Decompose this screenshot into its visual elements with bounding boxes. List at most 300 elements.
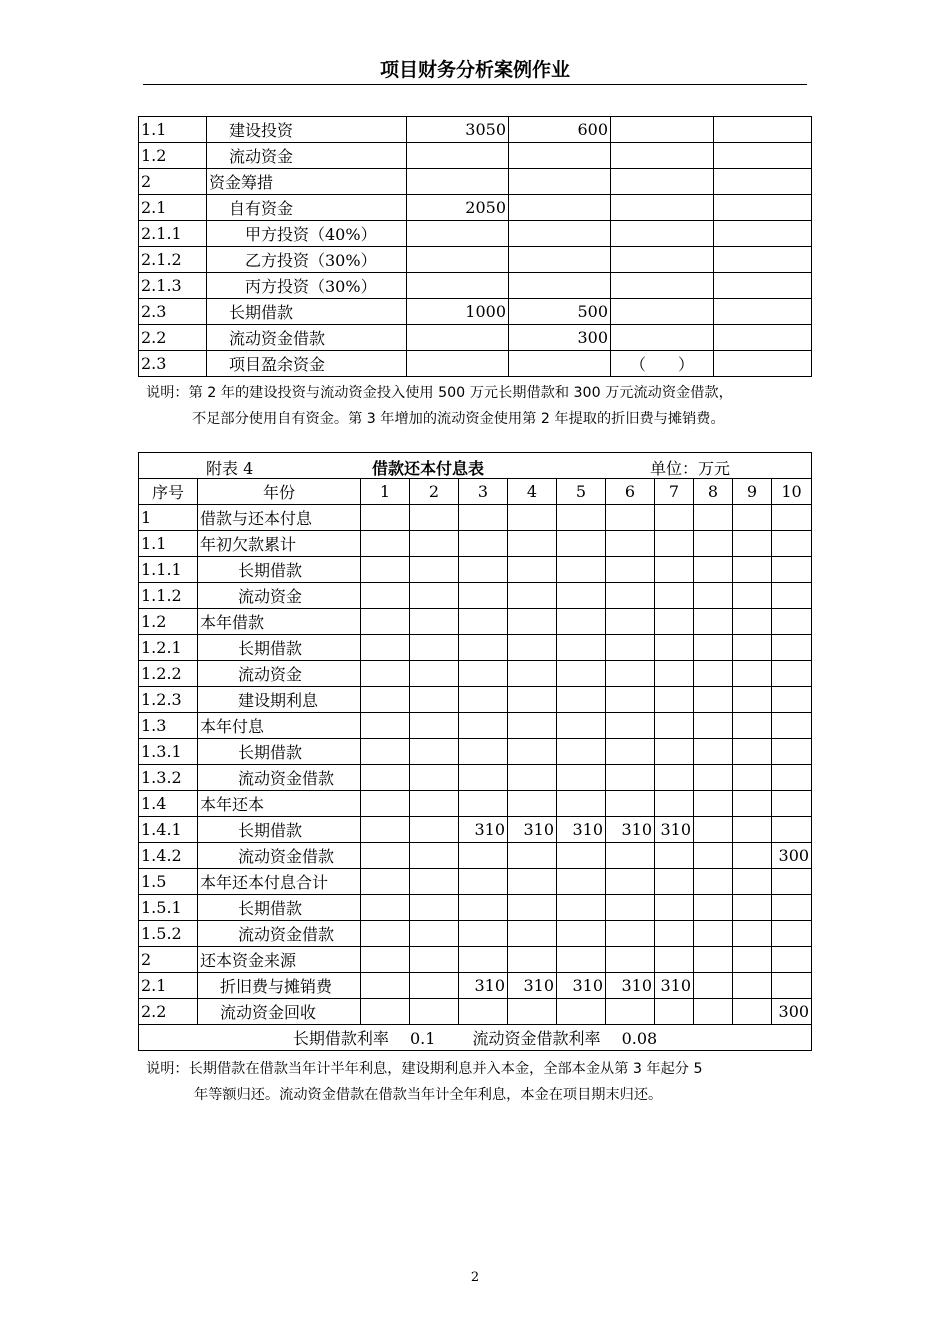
note-1-line-2: 不足部分使用自有资金。第 3 年增加的流动资金使用第 2 年提取的折旧费与摊销费。 <box>192 411 725 427</box>
cell-value <box>508 947 557 973</box>
cell-value <box>694 583 733 609</box>
cell-value <box>459 843 508 869</box>
cell-value <box>557 661 606 687</box>
cell-value <box>611 143 714 169</box>
cell-value <box>772 557 812 583</box>
row-code: 2.2 <box>139 999 198 1025</box>
cell-value <box>733 999 772 1025</box>
cell-value <box>606 791 655 817</box>
table-row <box>139 247 812 273</box>
cell-value <box>733 921 772 947</box>
row-name: 流动资金借款 <box>198 765 361 791</box>
cell-value <box>606 843 655 869</box>
cell-value <box>410 843 459 869</box>
cell-value <box>606 739 655 765</box>
cell-value <box>733 947 772 973</box>
cell-value <box>361 973 410 999</box>
cell-value <box>694 687 733 713</box>
cell-value <box>655 739 694 765</box>
cell-value <box>733 687 772 713</box>
cell-value <box>772 635 812 661</box>
cell-value <box>733 843 772 869</box>
row-code: 2.2 <box>139 325 207 351</box>
cell-value <box>606 531 655 557</box>
row-code: 1.1.2 <box>139 583 198 609</box>
cell-value <box>361 765 410 791</box>
row-code: 2.1 <box>139 973 198 999</box>
cell-value <box>459 765 508 791</box>
cell-value <box>606 505 655 531</box>
cell-value <box>694 843 733 869</box>
cell-value <box>459 635 508 661</box>
cell-value <box>733 791 772 817</box>
cell-value <box>557 791 606 817</box>
header-year: 3 <box>459 479 508 505</box>
page-number: 2 <box>470 1270 480 1285</box>
cell-value: 500 <box>509 299 611 325</box>
cell-value: 310 <box>508 973 557 999</box>
cell-value <box>733 557 772 583</box>
cell-value <box>508 661 557 687</box>
cell-value <box>410 895 459 921</box>
table-row <box>139 583 812 609</box>
cell-value <box>655 713 694 739</box>
row-code: 1.5.1 <box>139 895 198 921</box>
row-name: 长期借款 <box>207 299 407 325</box>
table-caption-unit: 单位：万元 <box>650 459 731 478</box>
cell-value <box>606 635 655 661</box>
row-code: 1.3 <box>139 713 198 739</box>
cell-value <box>508 635 557 661</box>
table-row <box>139 299 812 325</box>
cell-value <box>459 609 508 635</box>
table-row <box>139 921 812 947</box>
cell-value <box>611 169 714 195</box>
cell-value <box>772 609 812 635</box>
row-code: 1.5 <box>139 869 198 895</box>
cell-value <box>733 583 772 609</box>
cell-value <box>410 713 459 739</box>
cell-value <box>459 531 508 557</box>
row-name: 折旧费与摊销费 <box>198 973 361 999</box>
cell-value <box>655 921 694 947</box>
row-code: 1.5.2 <box>139 921 198 947</box>
cell-value <box>694 609 733 635</box>
table-row <box>139 869 812 895</box>
row-name: 乙方投资（30%） <box>207 247 407 273</box>
cell-value <box>459 999 508 1025</box>
header-code: 序号 <box>139 479 198 505</box>
cell-value <box>714 299 812 325</box>
cell-value <box>606 713 655 739</box>
cell-value <box>606 999 655 1025</box>
cell-value: （ ） <box>611 351 714 377</box>
cell-value <box>410 817 459 843</box>
cell-value: 310 <box>508 817 557 843</box>
row-name: 流动资金 <box>207 143 407 169</box>
cell-value <box>361 505 410 531</box>
row-name: 自有资金 <box>207 195 407 221</box>
table-row <box>139 635 812 661</box>
cell-value <box>508 843 557 869</box>
cell-value: 310 <box>655 973 694 999</box>
cell-value <box>557 531 606 557</box>
table-row <box>139 531 812 557</box>
cell-value <box>508 505 557 531</box>
cell-value <box>694 921 733 947</box>
cell-value <box>410 947 459 973</box>
cell-value <box>714 351 812 377</box>
cell-value: 1000 <box>407 299 509 325</box>
cell-value <box>557 557 606 583</box>
row-name: 借款与还本付息 <box>198 505 361 531</box>
cell-value <box>733 635 772 661</box>
row-code: 1.1 <box>139 531 198 557</box>
cell-value <box>361 687 410 713</box>
row-code: 1.1 <box>139 117 207 143</box>
header-year: 2 <box>410 479 459 505</box>
cell-value: 310 <box>606 973 655 999</box>
cell-value <box>557 895 606 921</box>
cell-value <box>508 869 557 895</box>
cell-value <box>557 609 606 635</box>
table-row <box>139 195 812 221</box>
cell-value <box>361 713 410 739</box>
cell-value <box>361 843 410 869</box>
row-name: 流动资金借款 <box>207 325 407 351</box>
cell-value <box>508 999 557 1025</box>
cell-value <box>410 661 459 687</box>
cell-value <box>694 739 733 765</box>
header-year: 5 <box>557 479 606 505</box>
cell-value <box>733 817 772 843</box>
cell-value <box>410 869 459 895</box>
cell-value <box>508 713 557 739</box>
cell-value <box>772 869 812 895</box>
row-code: 2.1.2 <box>139 247 207 273</box>
cell-value <box>655 947 694 973</box>
cell-value <box>361 947 410 973</box>
cell-value <box>772 583 812 609</box>
table-row <box>139 661 812 687</box>
table-row <box>139 817 812 843</box>
cell-value <box>361 791 410 817</box>
cell-value <box>557 713 606 739</box>
row-code: 1 <box>139 505 198 531</box>
table-row <box>139 999 812 1025</box>
header-year: 7 <box>655 479 694 505</box>
cell-value <box>611 299 714 325</box>
row-code: 2.1.3 <box>139 273 207 299</box>
cell-value <box>694 817 733 843</box>
header-year: 10 <box>772 479 812 505</box>
cell-value <box>508 609 557 635</box>
table-row <box>139 143 812 169</box>
cell-value <box>410 531 459 557</box>
cell-value <box>508 921 557 947</box>
row-name: 甲方投资（40%） <box>207 221 407 247</box>
cell-value <box>407 273 509 299</box>
row-name: 年初欠款累计 <box>198 531 361 557</box>
cell-value <box>606 687 655 713</box>
cell-value <box>772 531 812 557</box>
cell-value <box>772 817 812 843</box>
cell-value <box>606 765 655 791</box>
cell-value <box>733 713 772 739</box>
row-code: 1.2.2 <box>139 661 198 687</box>
cell-value <box>655 609 694 635</box>
row-name: 流动资金回收 <box>198 999 361 1025</box>
cell-value: 310 <box>557 973 606 999</box>
cell-value <box>611 247 714 273</box>
cell-value <box>508 739 557 765</box>
cell-value <box>655 635 694 661</box>
cell-value <box>655 895 694 921</box>
cell-value <box>733 869 772 895</box>
cell-value <box>361 999 410 1025</box>
row-code: 1.3.2 <box>139 765 198 791</box>
table-row <box>139 609 812 635</box>
cell-value <box>407 351 509 377</box>
row-code: 1.4 <box>139 791 198 817</box>
cell-value <box>772 791 812 817</box>
rate-row <box>139 1025 812 1051</box>
cell-value <box>772 921 812 947</box>
table-header-row <box>139 479 812 505</box>
cell-value <box>509 351 611 377</box>
cell-value <box>509 273 611 299</box>
cell-value <box>407 221 509 247</box>
row-code: 2 <box>139 947 198 973</box>
cell-value <box>459 557 508 583</box>
cell-value <box>694 531 733 557</box>
cell-value <box>361 557 410 583</box>
cell-value <box>509 195 611 221</box>
row-code: 2.3 <box>139 299 207 325</box>
header-year: 4 <box>508 479 557 505</box>
cell-value <box>557 583 606 609</box>
header-year: 6 <box>606 479 655 505</box>
cell-value: 300 <box>772 843 812 869</box>
cell-value <box>772 713 812 739</box>
cell-value <box>733 973 772 999</box>
cell-value <box>410 921 459 947</box>
table-row <box>139 169 812 195</box>
table-row <box>139 351 812 377</box>
cell-value <box>694 973 733 999</box>
cell-value <box>655 791 694 817</box>
cell-value <box>508 791 557 817</box>
cell-value <box>611 221 714 247</box>
cell-value <box>772 947 812 973</box>
row-name: 流动资金 <box>198 583 361 609</box>
cell-value <box>714 325 812 351</box>
cell-value: 310 <box>459 817 508 843</box>
header-name: 年份 <box>198 479 361 505</box>
cell-value <box>509 169 611 195</box>
cell-value <box>655 505 694 531</box>
cell-value <box>655 869 694 895</box>
cell-value: 600 <box>509 117 611 143</box>
header-year: 8 <box>694 479 733 505</box>
cell-value <box>459 895 508 921</box>
table-row <box>139 221 812 247</box>
note-1 <box>146 380 733 432</box>
cell-value <box>407 169 509 195</box>
cell-value <box>361 869 410 895</box>
cell-value <box>714 143 812 169</box>
cell-value <box>557 739 606 765</box>
row-name: 长期借款 <box>198 635 361 661</box>
cell-value <box>606 661 655 687</box>
cell-value <box>655 843 694 869</box>
cell-value <box>733 661 772 687</box>
table-row <box>139 765 812 791</box>
cell-value <box>361 583 410 609</box>
header-year: 9 <box>733 479 772 505</box>
row-code: 1.4.2 <box>139 843 198 869</box>
cell-value <box>557 947 606 973</box>
cell-value <box>655 687 694 713</box>
row-code: 2.3 <box>139 351 207 377</box>
cell-value <box>694 635 733 661</box>
cell-value <box>772 505 812 531</box>
row-code: 1.2.1 <box>139 635 198 661</box>
cell-value <box>410 999 459 1025</box>
page-header <box>143 56 807 85</box>
cell-value <box>694 895 733 921</box>
cell-value <box>508 765 557 791</box>
cell-value: 310 <box>459 973 508 999</box>
cell-value <box>606 609 655 635</box>
table-row <box>139 739 812 765</box>
row-code: 1.4.1 <box>139 817 198 843</box>
cell-value <box>655 999 694 1025</box>
table-row <box>139 273 812 299</box>
cell-value <box>410 635 459 661</box>
cell-value <box>508 687 557 713</box>
cell-value <box>410 973 459 999</box>
table-row <box>139 843 812 869</box>
table-row <box>139 973 812 999</box>
cell-value <box>410 687 459 713</box>
cell-value <box>714 273 812 299</box>
cell-value <box>772 973 812 999</box>
cell-value <box>410 505 459 531</box>
cell-value <box>714 195 812 221</box>
cell-value <box>509 247 611 273</box>
cell-value <box>361 817 410 843</box>
table-row <box>139 713 812 739</box>
table-row <box>139 505 812 531</box>
row-name: 长期借款 <box>198 557 361 583</box>
cell-value <box>694 791 733 817</box>
cell-value <box>361 895 410 921</box>
cell-value <box>606 895 655 921</box>
cell-value <box>407 325 509 351</box>
cell-value <box>459 713 508 739</box>
row-code: 2.1 <box>139 195 207 221</box>
table-row <box>139 687 812 713</box>
cell-value <box>508 531 557 557</box>
cell-value <box>772 687 812 713</box>
cell-value <box>733 531 772 557</box>
cell-value <box>509 221 611 247</box>
cell-value <box>361 609 410 635</box>
table-row <box>139 895 812 921</box>
cell-value <box>557 999 606 1025</box>
cell-value <box>509 143 611 169</box>
cell-value <box>410 765 459 791</box>
cell-value <box>714 117 812 143</box>
interest-rate-note: 长期借款利率 0.1 流动资金借款利率 0.08 <box>139 1025 812 1051</box>
cell-value <box>557 843 606 869</box>
cell-value <box>733 739 772 765</box>
row-name: 本年付息 <box>198 713 361 739</box>
cell-value <box>410 609 459 635</box>
cell-value <box>508 557 557 583</box>
row-code: 1.3.1 <box>139 739 198 765</box>
note-2-line-1: 说明：长期借款在借款当年计半年利息，建设期利息并入本金，全部本金从第 3 年起分 5 <box>146 1061 703 1077</box>
row-name: 长期借款 <box>198 895 361 921</box>
note-2-line-2: 年等额归还。流动资金借款在借款当年计全年利息，本金在项目期末归还。 <box>194 1087 663 1103</box>
cell-value <box>694 557 733 583</box>
cell-value: 3050 <box>407 117 509 143</box>
cell-value <box>410 791 459 817</box>
cell-value <box>655 765 694 791</box>
note-1-line-1: 说明：第 2 年的建设投资与流动资金投入使用 500 万元长期借款和 300 万元流动资金借款， <box>146 385 733 401</box>
table-row <box>139 791 812 817</box>
row-name: 还本资金来源 <box>198 947 361 973</box>
table-caption <box>139 453 812 479</box>
cell-value: 300 <box>772 999 812 1025</box>
cell-value <box>459 661 508 687</box>
cell-value <box>361 531 410 557</box>
cell-value <box>733 505 772 531</box>
cell-value <box>606 583 655 609</box>
row-code: 1.2 <box>139 143 207 169</box>
cell-value <box>655 531 694 557</box>
row-code: 1.2.3 <box>139 687 198 713</box>
cell-value <box>694 999 733 1025</box>
cell-value <box>611 117 714 143</box>
row-code: 2.1.1 <box>139 221 207 247</box>
loan-repayment-table <box>138 452 812 1051</box>
cell-value <box>606 869 655 895</box>
page-title: 项目财务分析案例作业 <box>379 59 570 81</box>
row-name: 流动资金借款 <box>198 843 361 869</box>
header-year: 1 <box>361 479 410 505</box>
row-code: 1.2 <box>139 609 198 635</box>
cell-value <box>508 895 557 921</box>
cell-value <box>606 557 655 583</box>
fund-table <box>138 116 812 377</box>
row-name: 建设期利息 <box>198 687 361 713</box>
cell-value <box>459 947 508 973</box>
table-row <box>139 325 812 351</box>
cell-value <box>655 661 694 687</box>
cell-value <box>611 195 714 221</box>
cell-value <box>410 739 459 765</box>
cell-value <box>459 739 508 765</box>
cell-value: 2050 <box>407 195 509 221</box>
cell-value <box>459 505 508 531</box>
cell-value <box>407 143 509 169</box>
cell-value <box>459 869 508 895</box>
cell-value <box>611 325 714 351</box>
cell-value <box>733 765 772 791</box>
cell-value <box>508 583 557 609</box>
